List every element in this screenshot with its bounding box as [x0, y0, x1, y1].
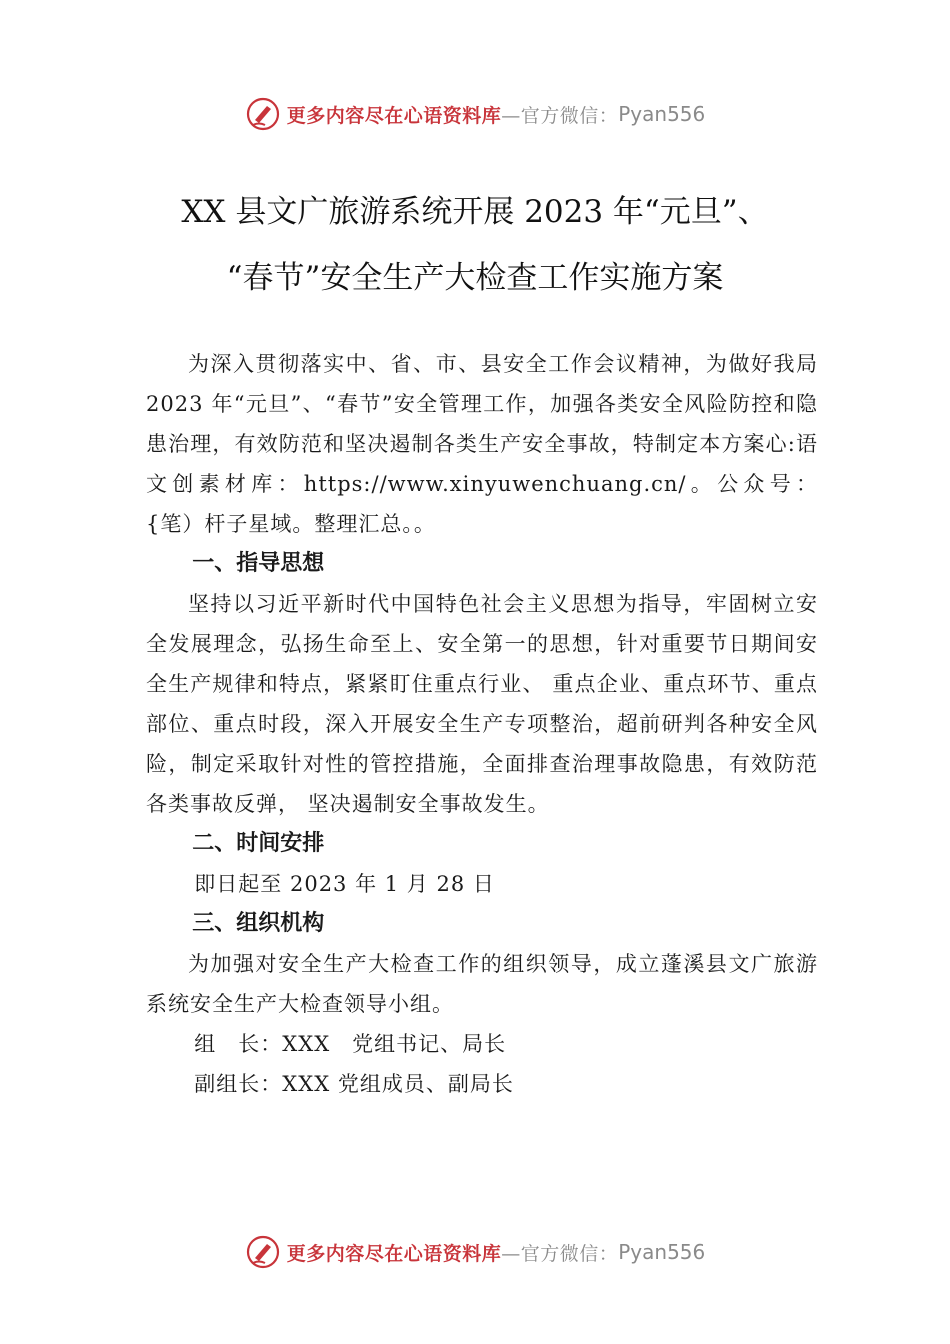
section3-heading: 三、组织机构	[192, 911, 325, 936]
banner-red-text: 更多内容尽在心语资料库	[286, 104, 502, 127]
section1-paragraph: 坚持以习近平新时代中国特色社会主义思想为指导，牢固树立安全发展理念，弘扬生命至上、安全第一的思想，针对重要节日期间安全生产规律和特点，紧紧盯住重点行业、 重点企业、重点环节、重点部位、重点时段，深入开展安全生产专项整治，超前研判各种安全风险，制定采取针对性的管控措施，全面排查治理事故隐患，有效防范各类事故反弹， 坚决遏制安全事故发生。	[146, 592, 818, 816]
pen-seal-icon	[245, 1234, 281, 1270]
section2-paragraph: 即日起至 2023 年 1 月 28 日	[194, 872, 495, 896]
footer-banner	[0, 1232, 950, 1272]
banner-gray-text: —官方微信：	[501, 1242, 619, 1265]
section2-heading: 二、时间安排	[192, 831, 325, 856]
document-title-line2: “春节”安全生产大检查工作实施方案	[226, 260, 724, 296]
document-body	[146, 344, 818, 1104]
intro-paragraph: 为深入贯彻落实中、省、市、县安全工作会议精神，为做好我局 2023 年“元旦”、“春节”安全管理工作，加强各类安全风险防控和隐患治理，有效防范和坚决遏制各类生产安全事故，特制定本方案心:语文创素材库：https://www.xinyuwenchuang.cn/。公众号：{笔）杆子星域。整理汇总。。	[146, 352, 818, 536]
banner-gray-text: —官方微信：	[501, 104, 619, 127]
banner-wechat-id: Pyan556	[618, 102, 706, 126]
header-banner	[0, 94, 950, 134]
banner-red-text: 更多内容尽在心语资料库	[286, 1242, 502, 1265]
deputy-leader-line: 副组长：XXX 党组成员、副局长	[194, 1072, 514, 1096]
leader-line: 组 长：XXX 党组书记、局长	[194, 1032, 507, 1056]
document-title-line1: XX 县文广旅游系统开展 2023 年“元旦”、	[181, 194, 769, 230]
pen-seal-icon	[245, 96, 281, 132]
section1-heading: 一、指导思想	[192, 551, 325, 576]
section3-paragraph: 为加强对安全生产大检查工作的组织领导，成立蓬溪县文广旅游系统安全生产大检查领导小组。	[146, 952, 818, 1016]
banner-wechat-id: Pyan556	[618, 1240, 706, 1264]
